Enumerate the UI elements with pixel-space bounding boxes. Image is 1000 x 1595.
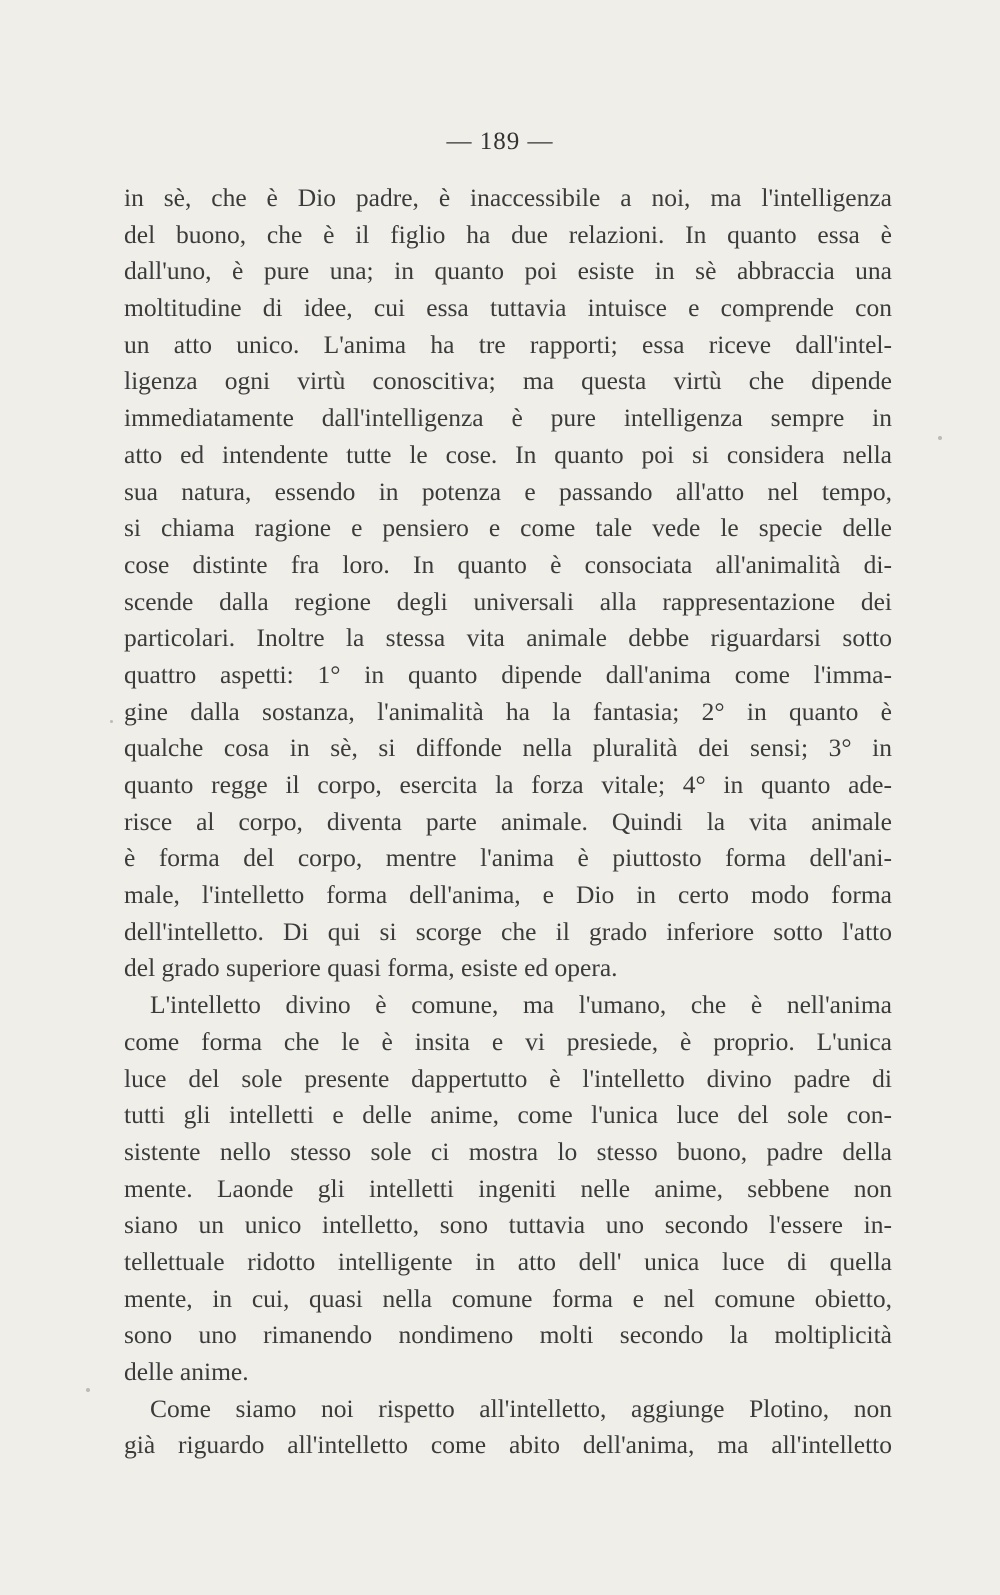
text-line: tellettuale ridotto intelligente in atto dell' unica luce di quella bbox=[124, 1246, 892, 1276]
text-line: è forma del corpo, mentre l'anima è piuttosto forma dell'ani- bbox=[124, 843, 892, 873]
text-line: sono uno rimanendo nondimeno molti secondo la moltiplicità bbox=[124, 1320, 892, 1350]
text-line: dall'uno, è pure una; in quanto poi esiste in sè abbraccia una bbox=[124, 256, 892, 286]
text-line: dell'intelletto. Di qui si scorge che il grado inferiore sotto l'atto bbox=[124, 916, 892, 946]
paper-speck bbox=[938, 436, 942, 440]
text-line: come forma che le è insita e vi presiede, è proprio. L'unica bbox=[124, 1026, 892, 1056]
text-line: immediatamente dall'intelligenza è pure intelligenza sempre in bbox=[124, 403, 892, 433]
text-line: quanto regge il corpo, esercita la forza vitale; 4° in quanto ade- bbox=[124, 770, 892, 799]
text-line: luce del sole presente dappertutto è l'intelletto divino padre di bbox=[124, 1063, 892, 1093]
text-line: Come siamo noi rispetto all'intelletto, aggiunge Plotino, non bbox=[150, 1393, 892, 1423]
text-line: gine dalla sostanza, l'animalità ha la fantasia; 2° in quanto è bbox=[124, 696, 892, 726]
text-line: delle anime. bbox=[124, 1357, 249, 1386]
text-line: qualche cosa in sè, si diffonde nella pluralità dei sensi; 3° in bbox=[124, 733, 892, 763]
page-number: — 189 — bbox=[446, 128, 554, 155]
text-line: un atto unico. L'anima ha tre rapporti; essa riceve dall'intel- bbox=[124, 329, 892, 359]
text-line: L'intelletto divino è comune, ma l'umano, che è nell'anima bbox=[150, 990, 892, 1020]
text-line: si chiama ragione e pensiero e come tale vede le specie delle bbox=[124, 513, 892, 543]
text-line: particolari. Inoltre la stessa vita animale debbe riguardarsi sotto bbox=[124, 623, 892, 653]
text-line: risce al corpo, diventa parte animale. Quindi la vita animale bbox=[124, 806, 892, 836]
text-line: in sè, che è Dio padre, è inaccessibile a noi, ma l'intelligenza bbox=[124, 183, 892, 212]
text-line: del buono, che è il figlio ha due relazioni. In quanto essa è bbox=[124, 219, 892, 249]
text-line: male, l'intelletto forma dell'anima, e Dio in certo modo forma bbox=[124, 880, 892, 910]
paper-speck bbox=[86, 1388, 90, 1392]
text-line: ligenza ogni virtù conoscitiva; ma questa virtù che dipende bbox=[124, 366, 892, 396]
text-line: sistente nello stesso sole ci mostra lo stesso buono, padre della bbox=[124, 1136, 892, 1166]
text-line: mente. Laonde gli intelletti ingeniti nelle anime, sebbene non bbox=[124, 1173, 892, 1203]
text-line: già riguardo all'intelletto come abito dell'anima, ma all'intelletto bbox=[124, 1430, 892, 1460]
text-line: del grado superiore quasi forma, esiste ed opera. bbox=[124, 953, 618, 983]
text-line: quattro aspetti: 1° in quanto dipende dall'anima come l'imma- bbox=[124, 659, 892, 689]
text-line: mente, in cui, quasi nella comune forma e nel comune obietto, bbox=[124, 1283, 892, 1313]
text-line: atto ed intendente tutte le cose. In quanto poi si considera nella bbox=[124, 439, 892, 469]
text-line: cose distinte fra loro. In quanto è consociata all'animalità di- bbox=[124, 549, 892, 579]
paper-speck bbox=[110, 720, 113, 723]
body-text bbox=[124, 180, 892, 1464]
text-line: tutti gli intelletti e delle anime, come l'unica luce del sole con- bbox=[124, 1100, 892, 1130]
text-line: siano un unico intelletto, sono tuttavia uno secondo l'essere in- bbox=[124, 1210, 892, 1240]
text-line: sua natura, essendo in potenza e passando all'atto nel tempo, bbox=[124, 476, 892, 506]
text-line: moltitudine di idee, cui essa tuttavia intuisce e comprende con bbox=[124, 293, 892, 323]
text-line: scende dalla regione degli universali alla rappresentazione dei bbox=[124, 586, 892, 616]
